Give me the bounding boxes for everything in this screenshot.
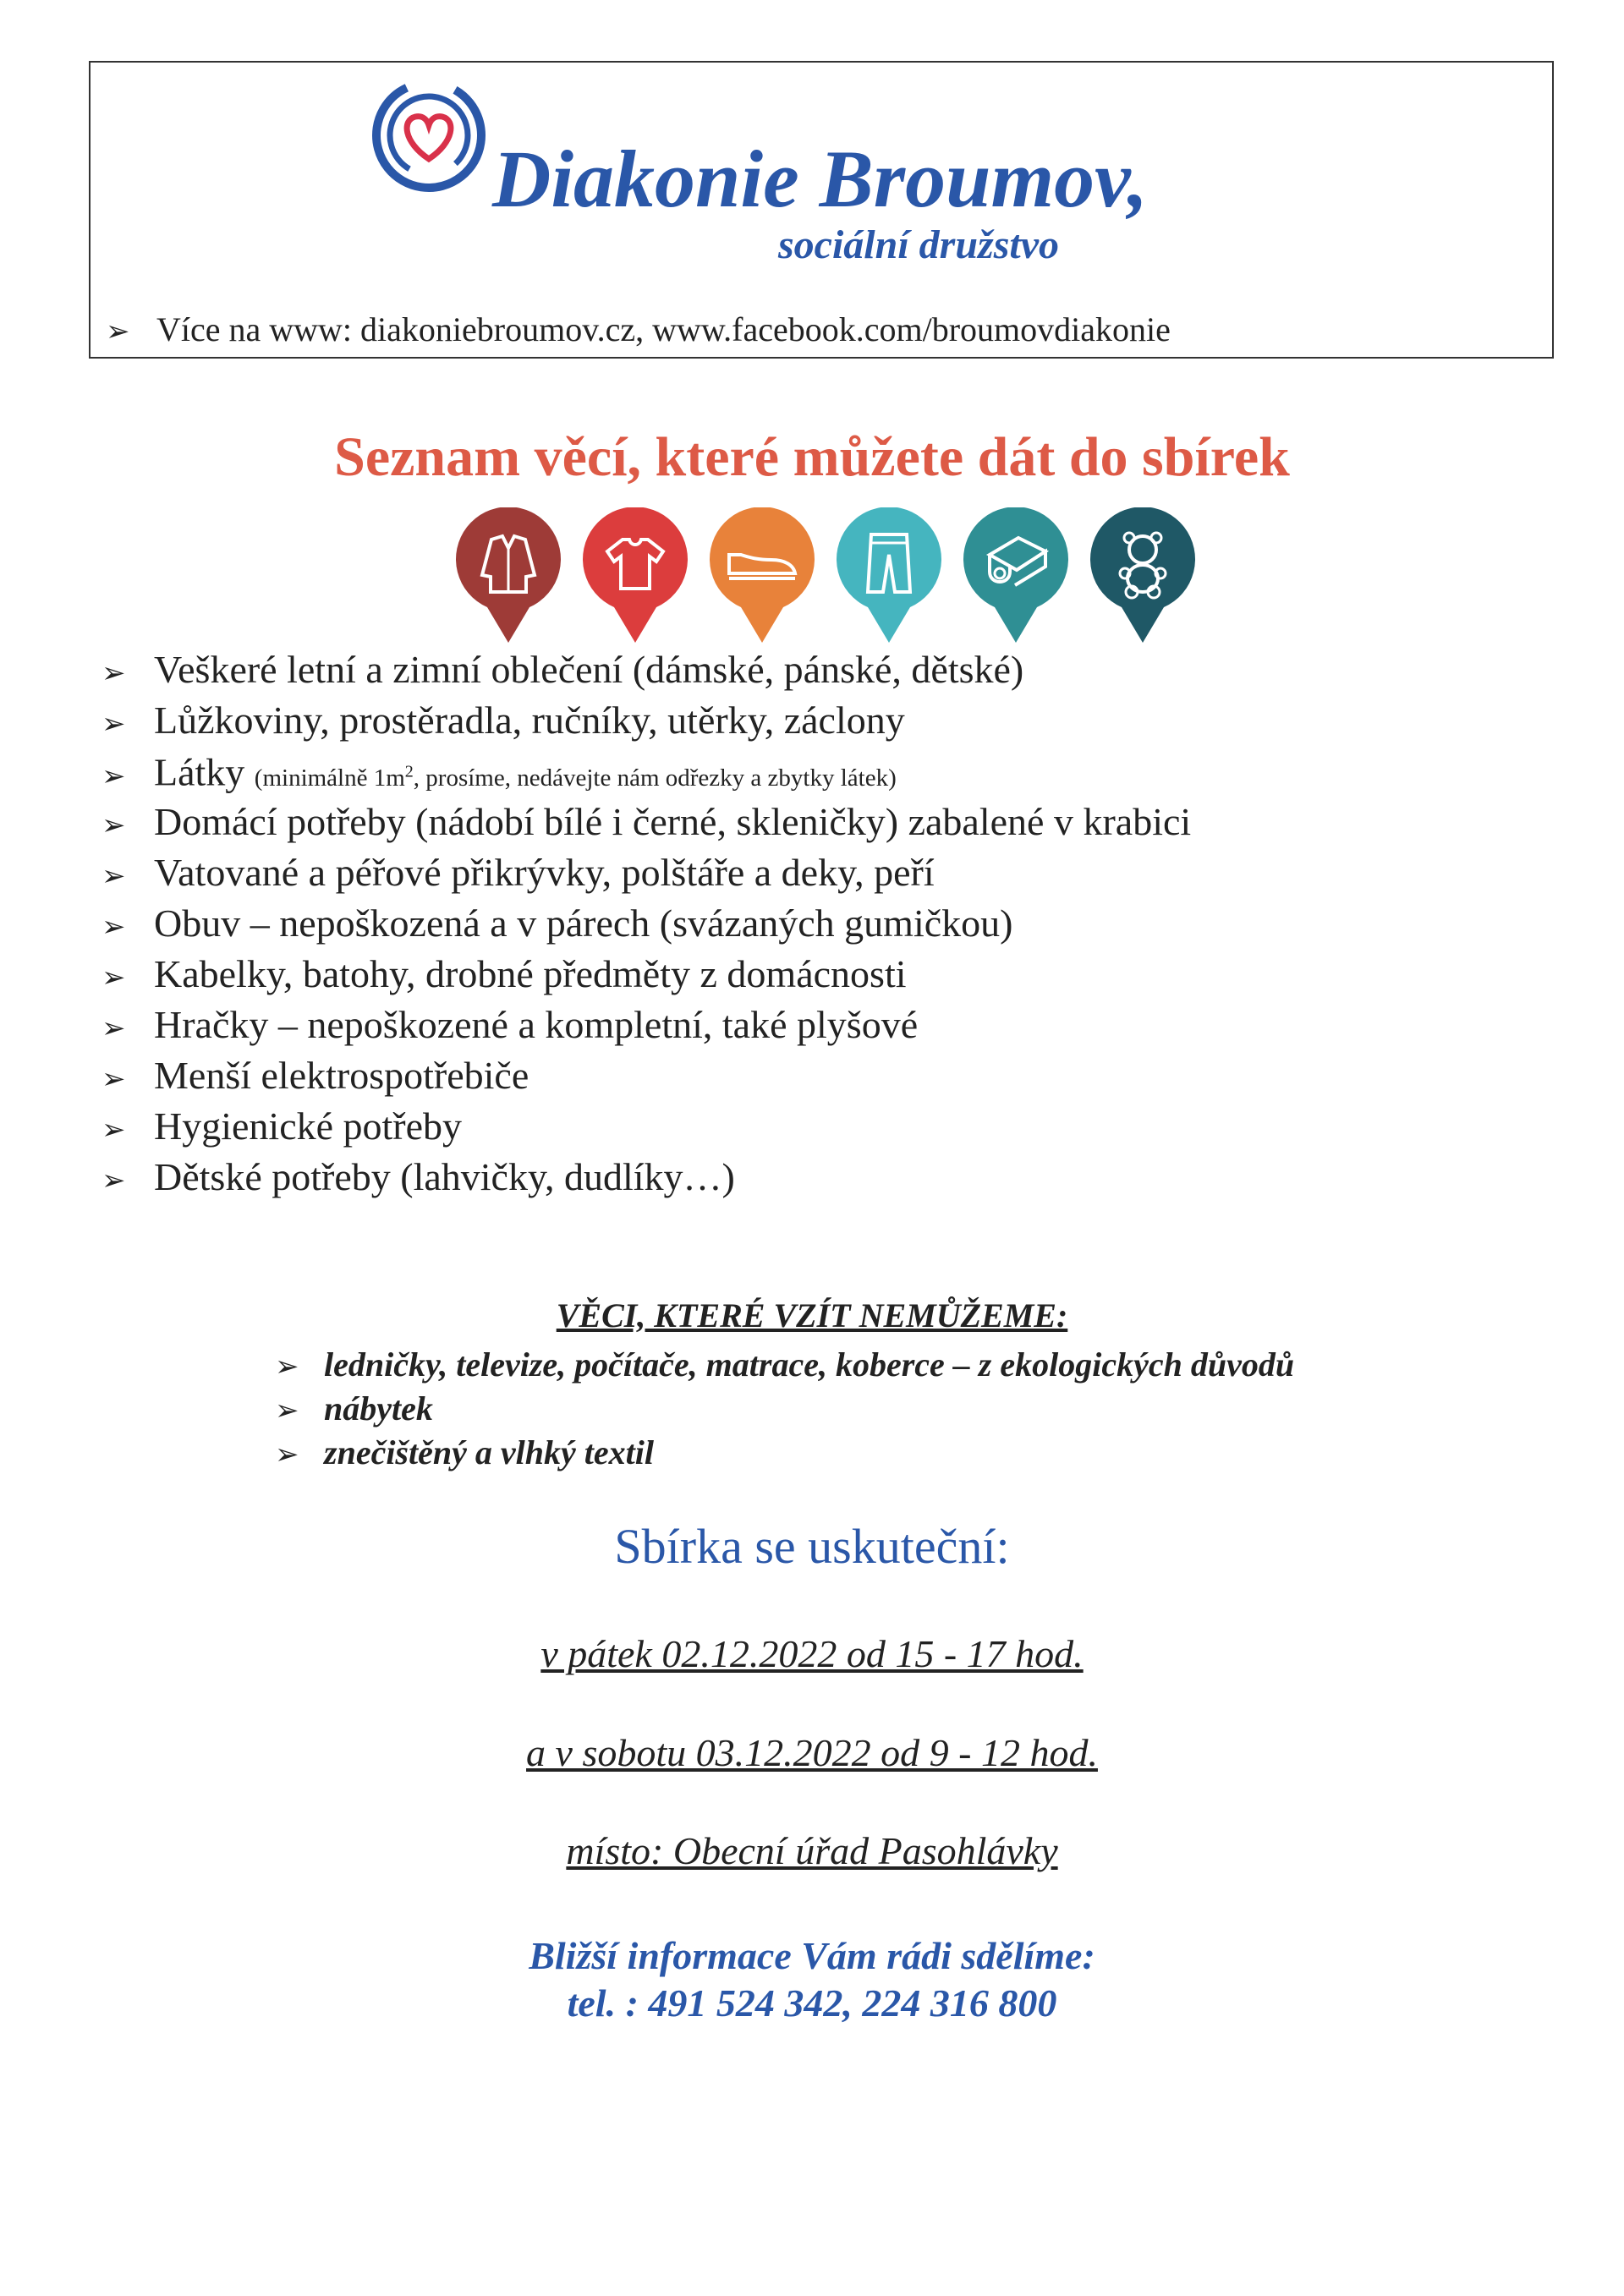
arrow-bullet-icon: ➢ bbox=[275, 1350, 299, 1384]
teddy-bear-icon bbox=[1088, 507, 1198, 647]
list-item: ➢ Domácí potřeby (nádobí bílé i černé, skleničky) zabalené v krabici bbox=[102, 797, 1191, 847]
list-item: ➢ Dětské potřeby (lahvičky, dudlíky…) bbox=[102, 1152, 1191, 1203]
accepted-items-list bbox=[102, 644, 1191, 1203]
web-links-text: Více na www: diakoniebroumov.cz, www.facebook.com/broumovdiakonie bbox=[156, 310, 1171, 348]
not-accepted-title: VĚCI, KTERÉ VZÍT NEMŮŽEME: bbox=[556, 1296, 1068, 1334]
list-item: ➢ Látky (minimálně $1m^2$, prosíme, nedávejte nám odřezky a zbytky látek) bbox=[102, 746, 1191, 797]
list-item: ➢ Menší elektrospotřebiče bbox=[102, 1050, 1191, 1101]
arrow-bullet-icon: ➢ bbox=[275, 1438, 299, 1471]
shoe-icon bbox=[707, 507, 817, 647]
org-subtitle: sociální družstvo bbox=[777, 222, 1060, 267]
list-item: ➢ ledničky, televize, počítače, matrace, koberce – z ekologických důvodů bbox=[275, 1343, 1294, 1387]
diakonie-heart-logo bbox=[361, 68, 497, 203]
list-item: ➢ Veškeré letní a zimní oblečení (dámské, pánské, dětské) bbox=[102, 644, 1191, 695]
pants-icon bbox=[834, 507, 944, 647]
collection-date-saturday: a v sobotu 03.12.2022 od 9 - 12 hod. bbox=[526, 1731, 1098, 1774]
list-item: ➢ Hygienické potřeby bbox=[102, 1101, 1191, 1152]
arrow-bullet-icon: ➢ bbox=[102, 656, 126, 690]
arrow-bullet-icon: ➢ bbox=[102, 707, 126, 741]
collection-date-friday: v pátek 02.12.2022 od 15 - 17 hod. bbox=[540, 1632, 1084, 1675]
arrow-bullet-icon: ➢ bbox=[102, 910, 126, 944]
category-icons bbox=[453, 507, 1198, 651]
tshirt-icon bbox=[580, 507, 690, 647]
collection-title: Sbírka se uskuteční: bbox=[614, 1519, 1010, 1574]
info-heading: Bližší informace Vám rádi sdělíme: bbox=[529, 1934, 1095, 1977]
arrow-bullet-icon: ➢ bbox=[102, 1113, 126, 1147]
arrow-bullet-icon: ➢ bbox=[102, 1164, 126, 1197]
list-item: ➢ Kabelky, batohy, drobné předměty z domácnosti bbox=[102, 949, 1191, 1000]
arrow-bullet-icon: ➢ bbox=[102, 859, 126, 893]
arrow-bullet-icon: ➢ bbox=[102, 961, 126, 995]
arrow-bullet-icon: ➢ bbox=[106, 315, 130, 348]
list-item: ➢ Obuv – nepoškozená a v párech (svázaných gumičkou) bbox=[102, 898, 1191, 949]
header-box bbox=[89, 61, 1554, 359]
arrow-bullet-icon: ➢ bbox=[102, 759, 126, 793]
collection-place: místo: Obecní úřad Pasohlávky bbox=[566, 1829, 1058, 1872]
arrow-bullet-icon: ➢ bbox=[102, 1062, 126, 1096]
info-phone: tel. : 491 524 342, 224 316 800 bbox=[567, 1981, 1057, 2025]
org-name: Diakonie Broumov, bbox=[492, 134, 1149, 224]
not-accepted-list bbox=[275, 1343, 1294, 1475]
arrow-bullet-icon: ➢ bbox=[275, 1394, 299, 1427]
arrow-bullet-icon: ➢ bbox=[102, 808, 126, 842]
web-links bbox=[106, 310, 1171, 348]
towel-icon bbox=[961, 507, 1071, 647]
list-item: ➢ Vatované a péřové přikrývky, polštáře a deky, peří bbox=[102, 847, 1191, 898]
list-item: ➢ Hračky – nepoškozené a kompletní, také plyšové bbox=[102, 1000, 1191, 1050]
list-title: Seznam věcí, které můžete dát do sbírek bbox=[334, 426, 1290, 488]
list-item: ➢ nábytek bbox=[275, 1387, 1294, 1431]
arrow-bullet-icon: ➢ bbox=[102, 1011, 126, 1045]
list-item: ➢ Lůžkoviny, prostěradla, ručníky, utěrky, záclony bbox=[102, 695, 1191, 746]
fabric-note: (minimálně $1m^2$, prosíme, nedávejte nám odřezky a zbytky látek) bbox=[254, 762, 897, 792]
jacket-icon bbox=[453, 507, 563, 647]
list-item: ➢ znečištěný a vlhký textil bbox=[275, 1431, 1294, 1475]
